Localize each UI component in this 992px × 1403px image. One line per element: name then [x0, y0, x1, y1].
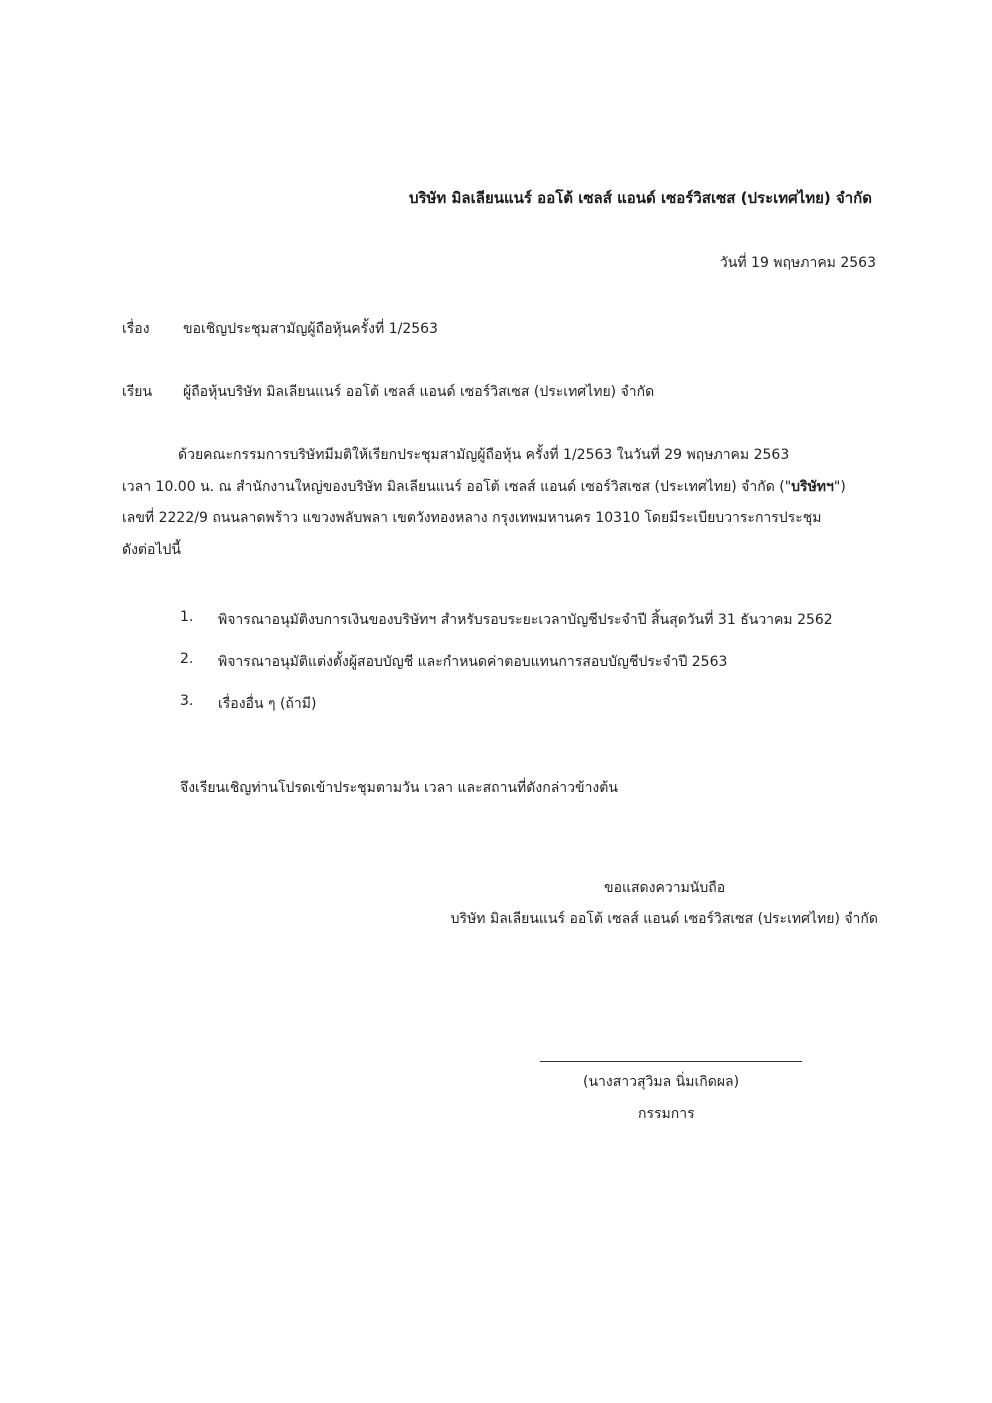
subject-value: ขอเชิญประชุมสามัญผู้ถือหุ้นครั้งที่ 1/2563 — [183, 321, 438, 337]
agenda-item-1-text: พิจารณาอนุมัติงบการเงินของบริษัทฯ สำหรับรอบระยะเวลาบัญชีประจำปี สิ้นสุดวันที่ 31 ธันวาคม 2562 — [218, 612, 833, 628]
agenda-item-2-text: พิจารณาอนุมัติแต่งตั้งผู้สอบบัญชี และกำหนดค่าตอบแทนการสอบบัญชีประจำปี 2563 — [218, 654, 728, 670]
body-line-4: ดังต่อไปนี้ — [122, 541, 181, 558]
letter-date: วันที่ 19 พฤษภาคม 2563 — [719, 255, 876, 271]
agenda-item-3-number: 3. — [180, 693, 194, 709]
agenda-item-1-number: 1. — [180, 609, 194, 625]
body-paragraph — [122, 440, 878, 566]
signer-title: กรรมการ — [638, 1106, 695, 1122]
recipient-label: เรียน — [122, 384, 153, 400]
company-header: บริษัท มิลเลียนแนร์ ออโต้ เซลส์ แอนด์ เซอร์วิสเซส (ประเทศไทย) จำกัด — [408, 189, 872, 207]
closing-regards: ขอแสดงความนับถือ — [604, 880, 726, 896]
body-line-2 — [122, 472, 878, 504]
recipient-value: ผู้ถือหุ้นบริษัท มิลเลียนแนร์ ออโต้ เซลส์ แอนด์ เซอร์วิสเซส (ประเทศไทย) จำกัด — [183, 384, 655, 400]
signer-name: (นางสาวสุวิมล นิ่มเกิดผล) — [583, 1074, 740, 1090]
body-line-2-prefix: เวลา 10.00 น. ณ สำนักงานใหญ่ของบริษัท มิลเลียนแนร์ ออโต้ เซลส์ แอนด์ เซอร์วิสเซส (ประเทศไทย) จำกัด (" — [122, 478, 792, 495]
agenda-item-2-number: 2. — [180, 651, 194, 667]
agenda-item-3-text: เรื่องอื่น ๆ (ถ้ามี) — [218, 696, 317, 712]
body-line-1: ด้วยคณะกรรมการบริษัทมีมติให้เรียกประชุมสามัญผู้ถือหุ้น ครั้งที่ 1/2563 ในวันที่ 29 พฤษภาคม 2563 — [178, 447, 790, 463]
closing-sentence: จึงเรียนเชิญท่านโปรดเข้าประชุมตามวัน เวลา และสถานที่ดังกล่าวข้างต้น — [180, 780, 618, 796]
signature-line — [540, 1061, 802, 1062]
signature-company: บริษัท มิลเลียนแนร์ ออโต้ เซลส์ แอนด์ เซอร์วิสเซส (ประเทศไทย) จำกัด — [450, 911, 878, 927]
subject-label: เรื่อง — [122, 321, 150, 337]
body-line-2-suffix: ") — [833, 478, 846, 495]
body-line-3: เลขที่ 2222/9 ถนนลาดพร้าว แขวงพลับพลา เขตวังทองหลาง กรุงเทพมหานคร 10310 โดยมีระเบียบวาระการประชุม — [122, 510, 822, 526]
company-short-name: บริษัทฯ — [791, 478, 834, 495]
